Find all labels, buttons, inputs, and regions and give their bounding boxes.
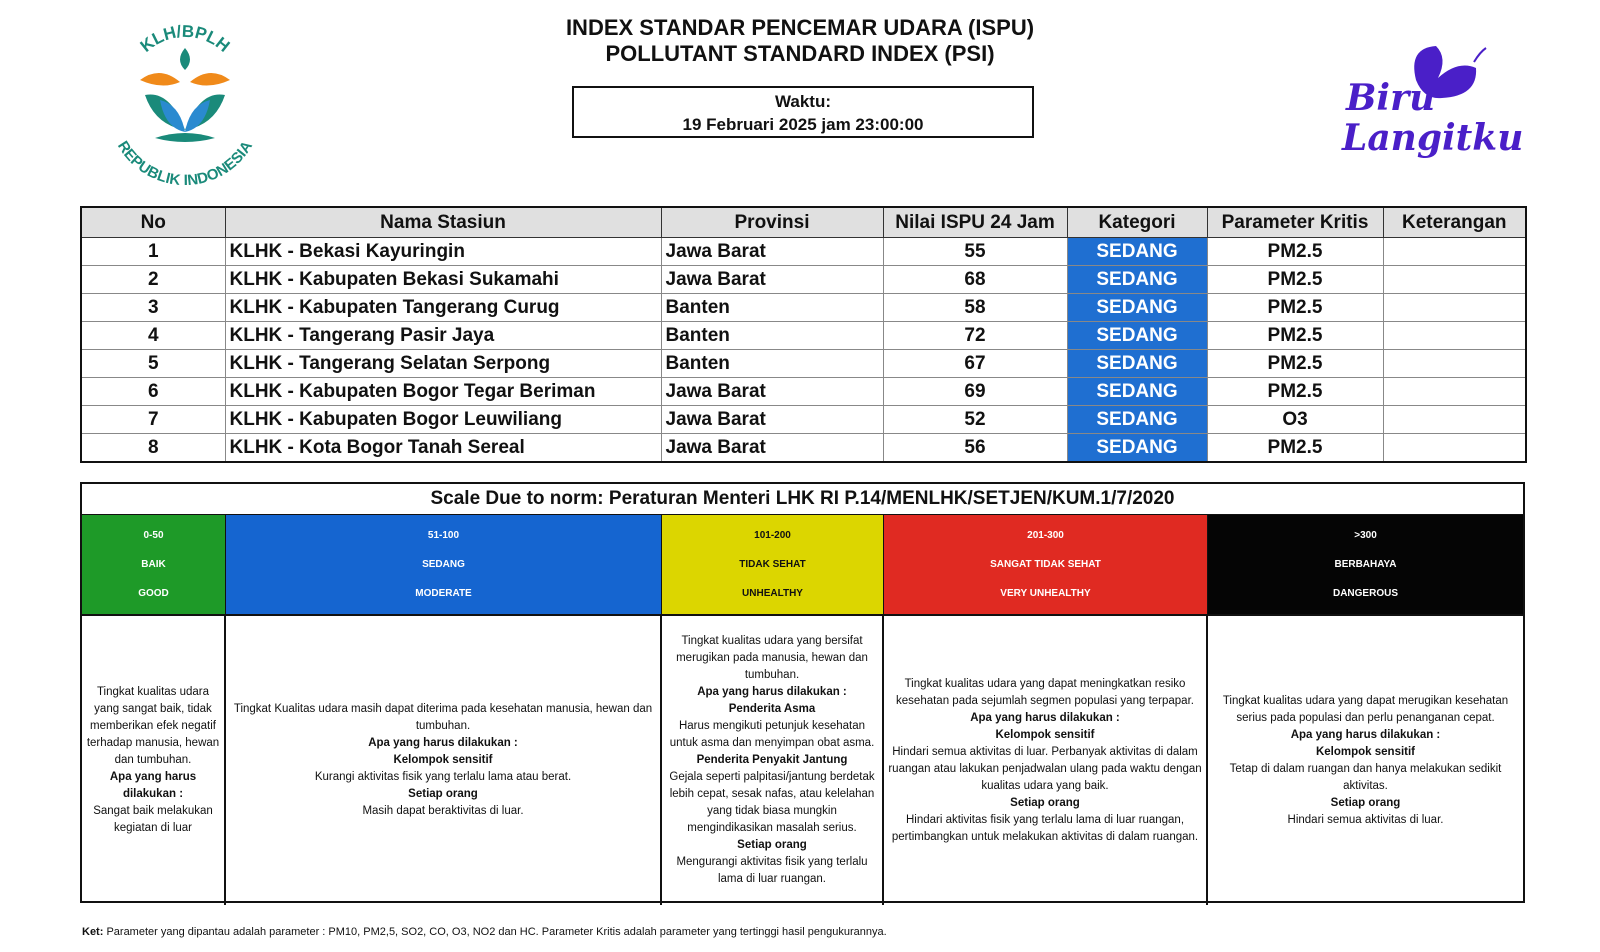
table-row <box>81 238 1526 266</box>
desc-paragraph: Tingkat kualitas udara yang dapat merugikan kesehatan serius pada populasi dan perlu penanganan cepat. <box>1222 694 1509 724</box>
cell-note <box>1383 350 1526 378</box>
desc-heading: Kelompok sensitif <box>1315 745 1416 758</box>
cell-parameter: PM2.5 <box>1207 378 1383 406</box>
desc-paragraph: Masih dapat beraktivitas di luar. <box>362 805 524 817</box>
cell-note <box>1383 406 1526 434</box>
cell-parameter: PM2.5 <box>1207 294 1383 322</box>
scale-bands <box>82 515 1523 614</box>
desc-text <box>666 633 878 888</box>
table-row <box>81 406 1526 434</box>
cell-value: 58 <box>883 294 1067 322</box>
cell-province: Jawa Barat <box>661 238 883 266</box>
cell-station: KLHK - Kota Bogor Tanah Sereal <box>225 434 661 463</box>
cell-category: SEDANG <box>1067 294 1207 322</box>
cell-note <box>1383 238 1526 266</box>
band-label-en: UNHEALTHY <box>742 588 803 599</box>
desc-paragraph: Sangat baik melakukan kegiatan di luar <box>93 805 213 834</box>
table-row <box>81 350 1526 378</box>
col-header-category: Kategori <box>1067 207 1207 238</box>
desc-good <box>82 616 226 905</box>
table-row <box>81 378 1526 406</box>
band-label-id: BAIK <box>141 559 166 570</box>
desc-paragraph: Kurangi aktivitas fisik yang terlalu lama atau berat. <box>314 771 572 783</box>
band-range: 51-100 <box>427 530 460 541</box>
cell-station: KLHK - Tangerang Selatan Serpong <box>225 350 661 378</box>
cell-parameter: O3 <box>1207 406 1383 434</box>
logo-word-langitku: Langitku <box>1342 117 1524 159</box>
cell-category: SEDANG <box>1067 266 1207 294</box>
band-label-id: SANGAT TIDAK SEHAT <box>990 559 1101 570</box>
cell-parameter: PM2.5 <box>1207 238 1383 266</box>
band-moderate <box>226 515 662 614</box>
band-label-id: SEDANG <box>422 559 465 570</box>
table-row <box>81 322 1526 350</box>
cell-value: 72 <box>883 322 1067 350</box>
klh-bplh-logo <box>100 20 270 185</box>
desc-paragraph: Hindari semua aktivitas di luar. <box>1287 813 1444 826</box>
cell-province: Jawa Barat <box>661 266 883 294</box>
desc-heading: Apa yang harus dilakukan : <box>1290 728 1441 741</box>
cell-no: 5 <box>81 350 225 378</box>
desc-heading: Apa yang harus dilakukan : <box>697 686 847 698</box>
cell-category: SEDANG <box>1067 238 1207 266</box>
table-row <box>81 294 1526 322</box>
page-title: INDEX STANDAR PENCEMAR UDARA (ISPU) <box>565 15 1035 40</box>
desc-paragraph: Harus mengikuti petunjuk kesehatan untuk asma dan menyimpan obat asma. <box>669 720 875 749</box>
desc-text <box>86 684 220 837</box>
desc-paragraph: Tingkat kualitas udara yang sangat baik, tidak memberikan efek negatif terhadap manusia, hewan dan tumbuhan. <box>86 686 220 766</box>
col-header-station: Nama Stasiun <box>225 207 661 238</box>
cell-note <box>1383 322 1526 350</box>
band-dangerous <box>1208 515 1523 614</box>
cell-note <box>1383 378 1526 406</box>
band-label-id: TIDAK SEHAT <box>739 559 806 570</box>
cell-station: KLHK - Kabupaten Bogor Leuwiliang <box>225 406 661 434</box>
footnote-label: Ket: <box>82 926 104 938</box>
desc-text <box>230 701 656 820</box>
desc-heading: Setiap orang <box>737 839 807 851</box>
cell-note <box>1383 266 1526 294</box>
time-box <box>572 86 1034 138</box>
desc-paragraph: Tingkat Kualitas udara masih dapat diterima pada kesehatan manusia, hewan dan tumbuhan. <box>233 703 653 732</box>
desc-paragraph: Tingkat kualitas udara yang bersifat merugikan pada manusia, hewan dan tumbuhan. <box>676 635 868 681</box>
cell-value: 55 <box>883 238 1067 266</box>
footnote-text: Parameter yang dipantau adalah parameter : PM10, PM2,5, SO2, CO, O3, NO2 dan HC. Parameter Kritis adalah parameter yang tertinggi hasil pengukurannya. <box>103 926 887 938</box>
desc-paragraph: Tetap di dalam ruangan dan hanya melakukan sedikit aktivitas. <box>1229 762 1502 792</box>
cell-category: SEDANG <box>1067 378 1207 406</box>
desc-paragraph: Hindari semua aktivitas di luar. Perbanyak aktivitas di dalam ruangan atau lakukan penjadwalan ulang pada waktu dengan kualitas udara yang baik. <box>888 745 1202 792</box>
logo-bottom-text: REPUBLIK INDONESIA <box>113 138 257 185</box>
biru-langitku-logo <box>1338 38 1524 163</box>
cell-no: 3 <box>81 294 225 322</box>
band-label-en: MODERATE <box>415 588 472 599</box>
desc-dangerous <box>1208 616 1523 905</box>
band-range: 201-300 <box>1027 530 1064 541</box>
cell-value: 67 <box>883 350 1067 378</box>
table-row <box>81 434 1526 463</box>
cell-station: KLHK - Kabupaten Bekasi Sukamahi <box>225 266 661 294</box>
band-good <box>82 515 226 614</box>
band-label-en: DANGEROUS <box>1332 588 1398 599</box>
cell-parameter: PM2.5 <box>1207 322 1383 350</box>
band-unhealthy <box>662 515 884 614</box>
cell-province: Jawa Barat <box>661 378 883 406</box>
col-header-no: No <box>81 207 225 238</box>
col-header-note: Keterangan <box>1383 207 1526 238</box>
cell-no: 1 <box>81 238 225 266</box>
desc-heading: Setiap orang <box>1330 796 1401 809</box>
desc-text <box>888 676 1202 846</box>
table-header-row <box>81 207 1526 238</box>
scale-descriptions <box>82 614 1523 905</box>
desc-heading: Setiap orang <box>408 788 478 800</box>
cell-province: Banten <box>661 294 883 322</box>
band-range: 0-50 <box>143 530 164 541</box>
desc-paragraph: Mengurangi aktivitas fisik yang terlalu lama di luar ruangan. <box>676 856 868 885</box>
cell-category: SEDANG <box>1067 434 1207 463</box>
cell-value: 52 <box>883 406 1067 434</box>
cell-value: 56 <box>883 434 1067 463</box>
table-row <box>81 266 1526 294</box>
cell-no: 4 <box>81 322 225 350</box>
cell-category: SEDANG <box>1067 406 1207 434</box>
svg-text:REPUBLIK INDONESIA <box>114 138 256 185</box>
time-label: Waktu: <box>774 92 832 111</box>
cell-province: Jawa Barat <box>661 406 883 434</box>
band-range: >300 <box>1354 530 1377 541</box>
cell-station: KLHK - Kabupaten Bogor Tegar Beriman <box>225 378 661 406</box>
time-value: 19 Februari 2025 jam 23:00:00 <box>682 115 924 134</box>
cell-station: KLHK - Bekasi Kayuringin <box>225 238 661 266</box>
col-header-parameter: Parameter Kritis <box>1207 207 1383 238</box>
logo-top-text: KLH/BPLH <box>136 21 234 56</box>
cell-station: KLHK - Tangerang Pasir Jaya <box>225 322 661 350</box>
cell-no: 7 <box>81 406 225 434</box>
cell-parameter: PM2.5 <box>1207 350 1383 378</box>
desc-moderate <box>226 616 662 905</box>
band-label-en: VERY UNHEALTHY <box>1000 588 1091 599</box>
desc-heading: Penderita Asma <box>728 703 816 715</box>
desc-paragraph: Hindari aktivitas fisik yang terlalu lama di luar ruangan, pertimbangkan untuk melakukan aktivitas di dalam ruangan. <box>891 813 1199 843</box>
desc-heading: Apa yang harus dilakukan : <box>368 737 518 749</box>
scale-title: Scale Due to norm: Peraturan Menteri LHK RI P.14/MENLHK/SETJEN/KUM.1/7/2020 <box>82 484 1523 515</box>
cell-parameter: PM2.5 <box>1207 266 1383 294</box>
cell-note <box>1383 434 1526 463</box>
band-very-unhealthy <box>884 515 1208 614</box>
band-label-id: BERBAHAYA <box>1334 559 1397 570</box>
cell-no: 6 <box>81 378 225 406</box>
col-header-province: Provinsi <box>661 207 883 238</box>
stations-table <box>80 206 1527 463</box>
desc-heading: Kelompok sensitif <box>995 728 1095 741</box>
cell-value: 69 <box>883 378 1067 406</box>
ispu-scale <box>80 482 1525 903</box>
desc-heading: Penderita Penyakit Jantung <box>696 754 848 766</box>
cell-note <box>1383 294 1526 322</box>
cell-no: 2 <box>81 266 225 294</box>
desc-very-unhealthy <box>884 616 1208 905</box>
desc-text <box>1212 693 1519 829</box>
page-subtitle: POLLUTANT STANDARD INDEX (PSI) <box>605 41 995 66</box>
band-label-en: GOOD <box>138 588 169 599</box>
cell-category: SEDANG <box>1067 322 1207 350</box>
cell-parameter: PM2.5 <box>1207 434 1383 463</box>
desc-paragraph: Tingkat kualitas udara yang dapat meningkatkan resiko kesehatan pada sejumlah segmen populasi yang terpapar. <box>896 677 1194 707</box>
cell-province: Banten <box>661 322 883 350</box>
cell-no: 8 <box>81 434 225 463</box>
desc-paragraph: Gejala seperti palpitasi/jantung berdetak lebih cepat, sesak nafas, atau kelelahan yang tidak biasa mungkin mengindikasikan masalah serius. <box>669 771 875 834</box>
cell-value: 68 <box>883 266 1067 294</box>
cell-province: Banten <box>661 350 883 378</box>
desc-unhealthy <box>662 616 884 905</box>
col-header-value: Nilai ISPU 24 Jam <box>883 207 1067 238</box>
desc-heading: Setiap orang <box>1010 796 1080 809</box>
footnote <box>82 926 887 938</box>
band-range: 101-200 <box>754 530 791 541</box>
desc-heading: Apa yang harus dilakukan : <box>109 771 197 800</box>
cell-station: KLHK - Kabupaten Tangerang Curug <box>225 294 661 322</box>
cell-category: SEDANG <box>1067 350 1207 378</box>
cell-province: Jawa Barat <box>661 434 883 463</box>
desc-heading: Apa yang harus dilakukan : <box>970 711 1120 724</box>
logo-word-biru: Biru <box>1346 77 1436 119</box>
desc-heading: Kelompok sensitif <box>393 754 493 766</box>
